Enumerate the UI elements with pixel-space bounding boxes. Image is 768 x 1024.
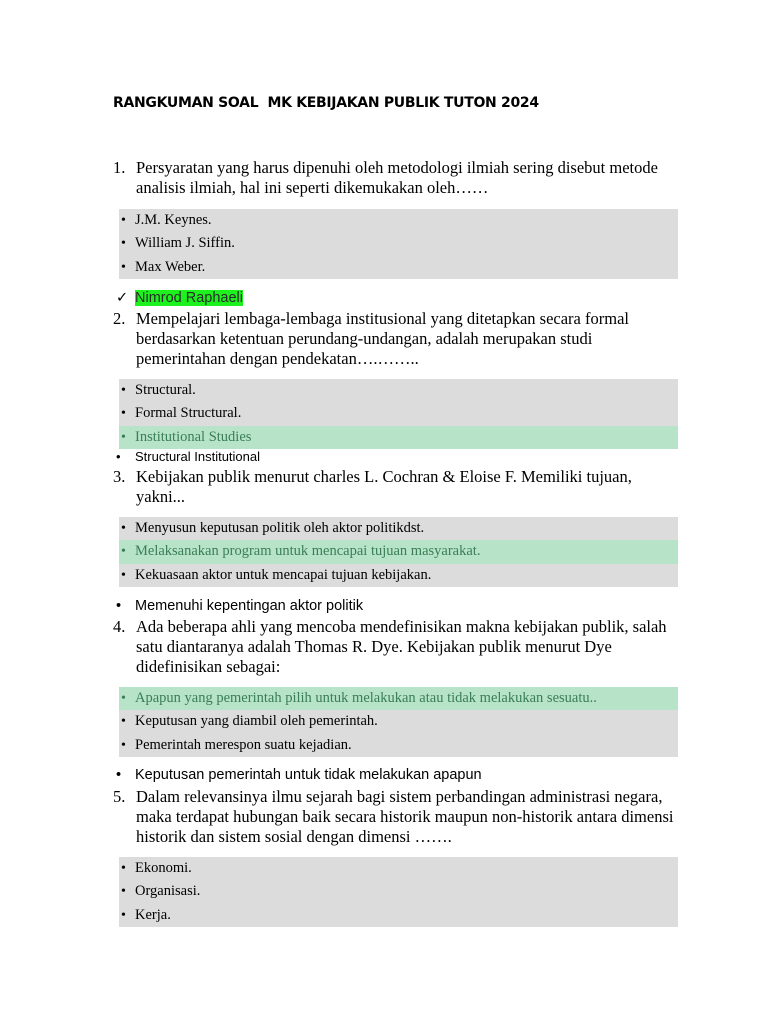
extra-answer-4	[116, 766, 482, 784]
extra-answer-2	[116, 448, 260, 466]
options-list-3	[119, 517, 678, 587]
option-item-correct: • Apapun yang pemerintah pilih untuk melakukan atau tidak melakukan sesuatu..	[119, 687, 678, 710]
question-number: 2.	[113, 309, 126, 328]
question-text: Persyaratan yang harus dipenuhi oleh metodologi ilmiah sering disebut metode analisis ilmiah, hal ini seperti dikemukakan oleh……	[136, 158, 658, 197]
question-text: Dalam relevansinya ilmu sejarah bagi sistem perbandingan administrasi negara, maka terdapat hubungan baik secara historik maupun non-historik antara dimensi historik dan sistem sosial dengan dimensi …….	[136, 787, 674, 846]
question-4	[113, 617, 683, 677]
question-text: Kebijakan publik menurut charles L. Cochran & Eloise F. Memiliki tujuan, yakni...	[136, 467, 632, 506]
extra-answer-text: Memenuhi kepentingan aktor politik	[135, 598, 364, 614]
question-number: 5.	[113, 787, 126, 806]
question-number: 1.	[113, 158, 126, 177]
question-number: 3.	[113, 467, 126, 486]
options-list-5	[119, 857, 678, 927]
extra-answer-3	[116, 597, 363, 615]
option-item: • Structural.	[119, 379, 678, 402]
option-item: • Ekonomi.	[119, 857, 678, 880]
options-list-1	[119, 209, 678, 279]
extra-answer-text: Structural Institutional	[135, 449, 261, 464]
bullet-icon: •	[116, 449, 121, 464]
option-item: • Formal Structural.	[119, 402, 678, 425]
highlighted-answer: Nimrod Raphaeli	[135, 290, 243, 306]
question-2	[113, 309, 683, 369]
option-item: • Organisasi.	[119, 880, 678, 903]
options-list-2	[119, 379, 678, 449]
options-list-4	[119, 687, 678, 757]
checkmark-icon: ✓	[116, 290, 129, 306]
question-5	[113, 787, 683, 847]
option-item: • Keputusan yang diambil oleh pemerintah.	[119, 710, 678, 733]
option-item-correct: • Institutional Studies	[119, 426, 678, 449]
document-title: RANGKUMAN SOAL MK KEBIJAKAN PUBLIK TUTON 2024	[113, 95, 539, 111]
bullet-icon: •	[116, 767, 122, 783]
option-item: • Max Weber.	[119, 256, 678, 279]
question-number: 4.	[113, 617, 126, 636]
extra-answer-text: Keputusan pemerintah untuk tidak melakukan apapun	[135, 767, 482, 783]
question-text: Ada beberapa ahli yang mencoba mendefinisikan makna kebijakan publik, salah satu diantaranya adalah Thomas R. Dye. Kebijakan publik menurut Dye didefinisikan sebagai:	[136, 617, 667, 676]
option-item: • Menyusun keputusan politik oleh aktor politikdst.	[119, 517, 678, 540]
option-item: • William J. Siffin.	[119, 232, 678, 255]
question-3	[113, 467, 683, 507]
question-text: Mempelajari lembaga-lembaga institusional yang ditetapkan secara formal berdasarkan ketentuan perundang-undangan, adalah merupakan studi pemerintahan dengan pendekatan….……..	[136, 309, 629, 368]
option-item: • Kerja.	[119, 904, 678, 927]
question-1	[113, 158, 683, 198]
option-item-correct: • Melaksanakan program untuk mencapai tujuan masyarakat.	[119, 540, 678, 563]
option-item: • Pemerintah merespon suatu kejadian.	[119, 734, 678, 757]
option-item: • J.M. Keynes.	[119, 209, 678, 232]
bullet-icon: •	[116, 598, 122, 614]
option-item: • Kekuasaan aktor untuk mencapai tujuan kebijakan.	[119, 564, 678, 587]
extra-answer-1	[116, 289, 243, 307]
